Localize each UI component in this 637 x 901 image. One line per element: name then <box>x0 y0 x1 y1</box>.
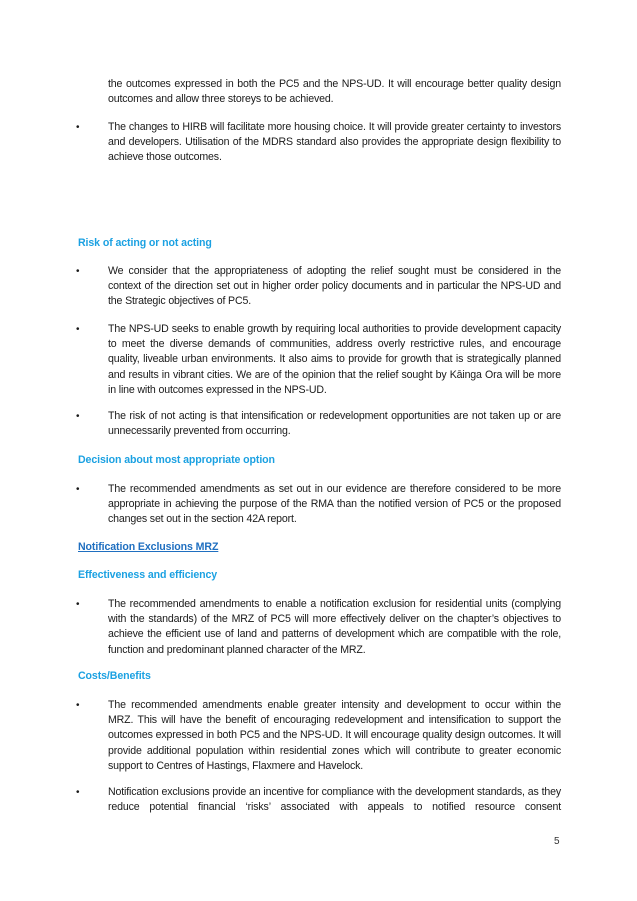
section-heading-costs-benefits: Costs/Benefits <box>78 670 151 682</box>
section-heading-notification-exclusions[interactable]: Notification Exclusions MRZ <box>78 541 219 553</box>
bullet-icon: • <box>76 122 80 133</box>
list-item-text: The recommended amendments as set out in our evidence are therefore considered to be more appropriate in achieving the purpose of the RMA than the notified version of PC5 or the proposed changes set out in the section 42A report. <box>108 483 561 526</box>
list-item-text: Notification exclusions provide an incentive for compliance with the development standards, as they reduce potential financial ‘risks’ associated with appeals to notified resource consent <box>108 786 561 814</box>
list-item-text: The changes to HIRB will facilitate more housing choice. It will provide greater certainty to investors and developers. Utilisation of the MDRS standard also provides the appropriate design flexibility to achieve those outcomes. <box>108 121 561 164</box>
bullet-icon: • <box>76 324 80 335</box>
bullet-icon: • <box>76 787 80 798</box>
list-item-text: The recommended amendments to enable a notification exclusion for residential units (complying with the standards) of the MRZ of PC5 will more effectively deliver on the chapter’s objectives to achieve the efficient use of land and patterns of development which are compatible with the role, function and predominant planned character of the MRZ. <box>108 598 561 656</box>
bullet-icon: • <box>76 599 80 610</box>
section-heading-decision: Decision about most appropriate option <box>78 454 275 466</box>
list-item-text: The risk of not acting is that intensification or redevelopment opportunities are not taken up or are unnecessarily prevented from occurring. <box>108 410 561 438</box>
continuation-paragraph: the outcomes expressed in both the PC5 and the NPS-UD. It will encourage better quality design outcomes and allow three storeys to be achieved. <box>108 78 561 106</box>
bullet-icon: • <box>76 411 80 422</box>
list-item-text: The NPS-UD seeks to enable growth by requiring local authorities to provide development capacity to meet the diverse demands of communities, address overly restrictive rules, and encourage quality, liveable urban environments. It also aims to provide for growth that is strategically planned and results in vibrant cities. We are of the opinion that the relief sought by Kāinga Ora will be more in line with outcomes expressed in the NPS-UD. <box>108 323 561 396</box>
bullet-icon: • <box>76 700 80 711</box>
section-heading-effectiveness: Effectiveness and efficiency <box>78 569 218 581</box>
page-number: 5 <box>554 836 560 847</box>
bullet-icon: • <box>76 266 80 277</box>
bullet-icon: • <box>76 484 80 495</box>
list-item-text: The recommended amendments enable greater intensity and development to occur within the MRZ. This will have the benefit of encouraging redevelopment and intensification to support the outcomes expressed in both PC5 and the NPS-UD. It will encourage quality design outcomes. It will provide additional population within residential zones which will contribute to greater economic support to Centres of Hastings, Flaxmere and Havelock. <box>108 699 561 772</box>
list-item-text: We consider that the appropriateness of adopting the relief sought must be considered in the context of the direction set out in higher order policy documents and in particular the NPS-UD and the Strategic objectives of PC5. <box>108 265 561 308</box>
section-heading-risk: Risk of acting or not acting <box>78 237 212 249</box>
